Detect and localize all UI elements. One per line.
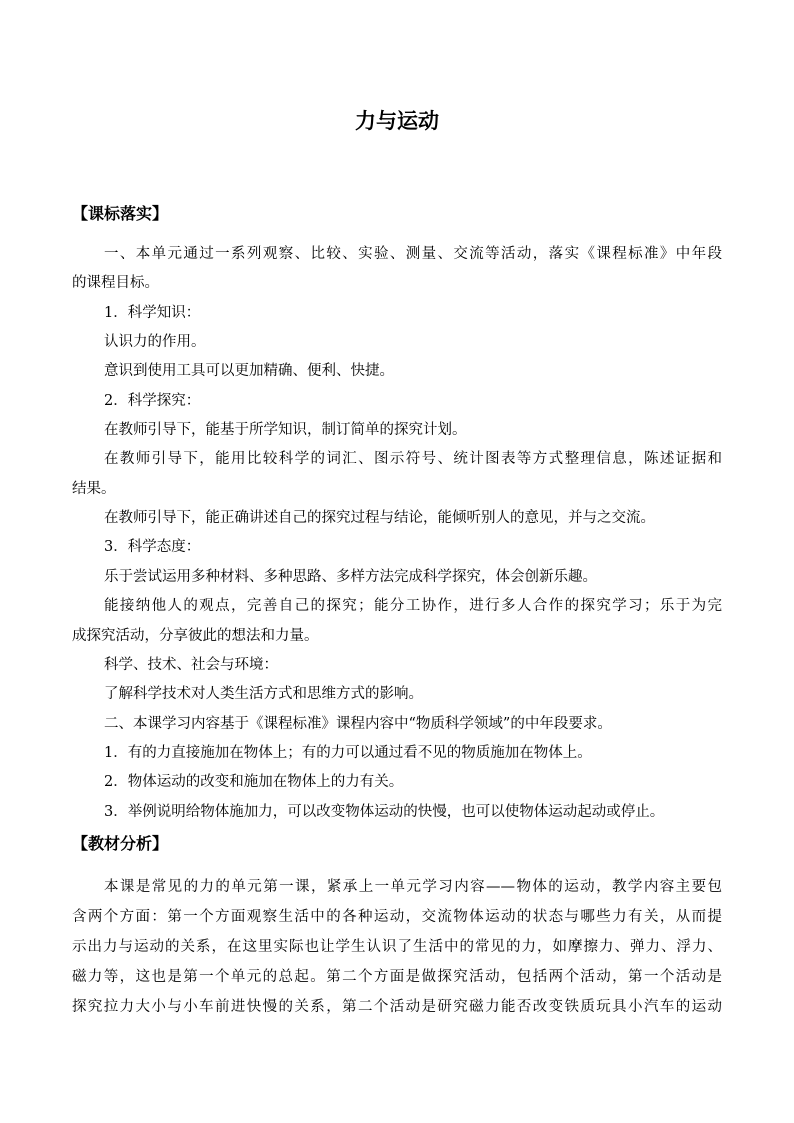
paragraph-line: 示出力与运动的关系，在这里实际也让学生认识了生活中的常见的力，如摩擦力、弹力、浮力、: [72, 939, 722, 955]
paragraph-line: 含两个方面：第一个方面观察生活中的各种运动，交流物体运动的状态与哪些力有关，从而提: [72, 909, 722, 925]
paragraph-line: 一、本单元通过一系列观察、比较、实验、测量、交流等活动，落实《课程标准》中年段: [104, 246, 722, 262]
paragraph-line: 了解科学技术对人类生活方式和思维方式的影响。: [104, 686, 423, 702]
paragraph-line: 意识到使用工具可以更加精确、便利、快捷。: [104, 363, 394, 379]
list-item: 1．有的力直接施加在物体上；有的力可以通过看不见的物质施加在物体上。: [104, 745, 592, 761]
paragraph-line: 本课是常见的力的单元第一课，紧承上一单元学习内容——物体的运动，教学内容主要包: [104, 879, 722, 895]
paragraph-line: 乐于尝试运用多种材料、多种思路、多样方法完成科学探究，体会创新乐趣。: [104, 569, 597, 585]
paragraph-line: 成探究活动，分享彼此的想法和力量。: [72, 628, 319, 644]
paragraph-line: 二、本课学习内容基于《课程标准》课程内容中“物质科学领域”的中年段要求。: [104, 716, 612, 732]
list-heading-science-inquiry: 2．科学探究：: [104, 393, 201, 409]
paragraph-line: 在教师引导下，能用比较科学的词汇、图示符号、统计图表等方式整理信息，陈述证据和: [104, 451, 722, 467]
document-title: 力与运动: [355, 108, 439, 133]
paragraph-line: 的课程目标。: [72, 275, 159, 291]
list-heading-science-knowledge: 1．科学知识：: [104, 305, 201, 321]
paragraph-line: 磁力等，这也是第一个单元的总起。第二个方面是做探究活动，包括两个活动，第一个活动是: [72, 969, 722, 985]
section-heading-curriculum-standards: 【课标落实】: [72, 204, 169, 223]
paragraph-line: 能接纳他人的观点，完善自己的探究；能分工协作，进行多人合作的探究学习；乐于为完: [104, 598, 722, 614]
paragraph-line: 结果。: [72, 481, 116, 497]
paragraph-line: 在教师引导下，能正确讲述自己的探究过程与结论，能倾听别人的意见，并与之交流。: [104, 510, 655, 526]
paragraph-line: 认识力的作用。: [104, 334, 206, 350]
list-heading-science-attitude: 3．科学态度：: [104, 539, 201, 555]
section-heading-textbook-analysis: 【教材分析】: [72, 834, 169, 853]
list-item: 2．物体运动的改变和施加在物体上的力有关。: [104, 774, 404, 790]
paragraph-line: 在教师引导下，能基于所学知识，制订简单的探究计划。: [104, 422, 467, 438]
paragraph-line: 探究拉力大小与小车前进快慢的关系，第二个活动是研究磁力能否改变铁质玩具小汽车的运动: [72, 999, 722, 1015]
list-heading-stse: 科学、技术、社会与环境：: [104, 657, 278, 673]
list-item: 3．举例说明给物体施加力，可以改变物体运动的快慢，也可以使物体运动起动或停止。: [104, 804, 665, 820]
